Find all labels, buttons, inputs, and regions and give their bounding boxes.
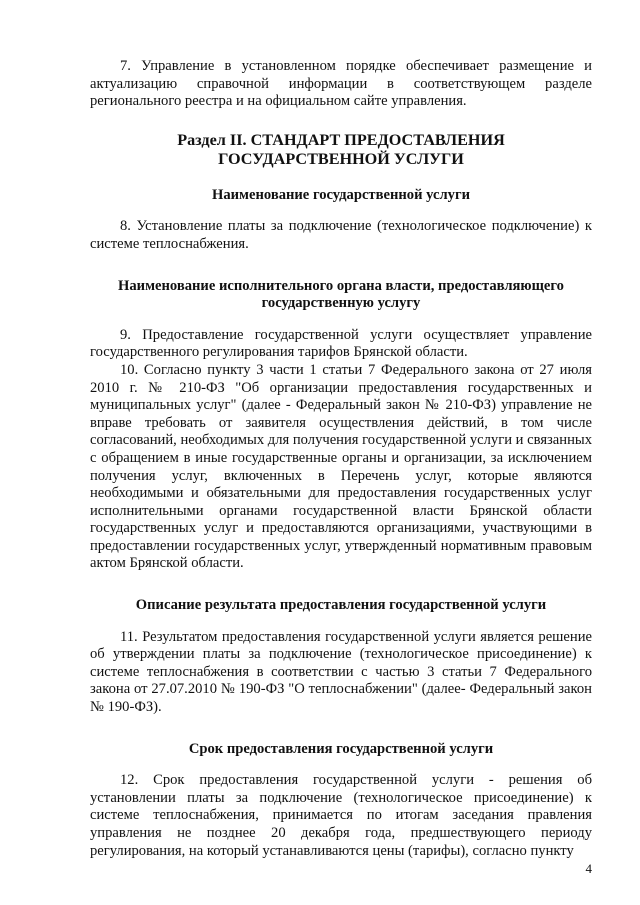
heading-executive-body: Наименование исполнительного органа власти, предоставляющего государственную услугу [118, 277, 564, 312]
paragraph-10: 10. Согласно пункту 3 части 1 статьи 7 Федерального закона от 27 июля 2010 г. № 210-ФЗ "Об организации предоставления государственных и муниципальных услуг" (далее - Федеральный закон № 210-ФЗ) управление не вправе требовать от заявителя осуществления действий, в том числе согласований, необходимых для получения государственной услуги и связанных с обращением в иные государственные органы и организации, за исключением получения услуг, включенных в Перечень услуг, которые являются необходимыми и обязательными для предоставления государственных услуг исполнительными органами государственной власти Брянской области государственных услуг и предоставляются организациями, участвующими в предоставлении государственных услуг, утвержденный нормативным правовым актом Брянской области. [90, 361, 592, 572]
page-number: 4 [585, 861, 592, 876]
paragraph-9: 9. Предоставление государственной услуги осуществляет управление государственного регулирования тарифов Брянской области. [90, 326, 592, 361]
paragraph-8: 8. Установление платы за подключение (технологическое подключение) к системе теплоснабжения. [90, 218, 592, 252]
document-body [90, 58, 592, 860]
heading-service-term: Срок предоставления государственной услуги [188, 740, 494, 757]
paragraph-7: 7. Управление в установленном порядке обеспечивает размещение и актуализацию справочной информации в соответствующем разделе регионального реестра и на официальном сайте управления. [90, 58, 592, 110]
heading-service-result: Описание результата предоставления государственной услуги [135, 597, 547, 614]
heading-service-name: Наименование государственной услуги [212, 186, 470, 203]
paragraph-11: 11. Результатом предоставления государственной услуги является решение об утверждении платы за подключение (технологическое присоединение) к системе теплоснабжения в соответствии с частью 3 статьи 7 Федерального закона от 27.07.2010 № 190-ФЗ "О теплоснабжении" (далее- Федеральный закон № 190-ФЗ). [90, 628, 592, 716]
section-title: Раздел II. СТАНДАРТ ПРЕДОСТАВЛЕНИЯ ГОСУДАРСТВЕННОЙ УСЛУГИ [177, 130, 505, 168]
paragraph-12: 12. Срок предоставления государственной услуги - решения об установлении платы за подключение (технологическое присоединение) к системе теплоснабжения, принимается по итогам заседания правления управления не позднее 20 декабря года, предшествующего периоду регулирования, на который устанавливаются цены (тарифы), согласно пункту [90, 772, 592, 859]
